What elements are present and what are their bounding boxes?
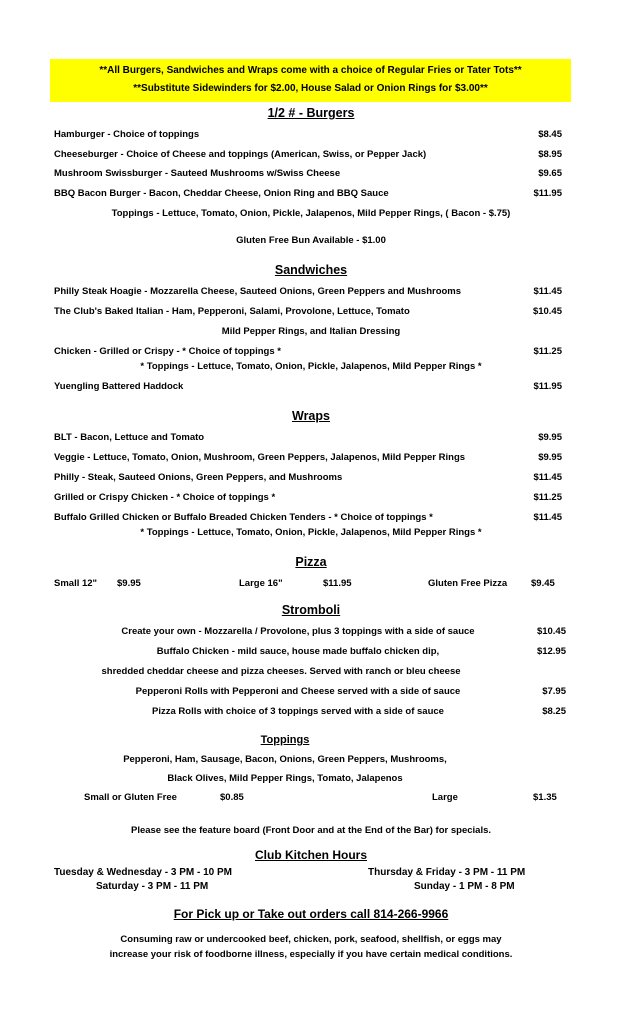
item-name: Hamburger - Choice of toppings bbox=[54, 129, 200, 140]
pizza-gluten-free-label: Gluten Free Pizza bbox=[428, 578, 508, 589]
item-price: $11.45 bbox=[533, 512, 562, 523]
item-price: $11.95 bbox=[533, 381, 562, 392]
item-name: Pepperoni Rolls with Pepperoni and Cheese served with a side of sauce bbox=[135, 686, 461, 697]
topping-small-price: $0.85 bbox=[220, 792, 244, 803]
wraps-heading: Wraps bbox=[292, 409, 330, 423]
item-name: Philly - Steak, Sauteed Onions, Green Peppers, and Mushrooms bbox=[54, 472, 343, 483]
stromboli-heading: Stromboli bbox=[281, 603, 341, 617]
topping-small-label: Small or Gluten Free bbox=[84, 792, 177, 803]
item-price: $11.45 bbox=[533, 286, 562, 297]
menu-item-philly-wrap bbox=[54, 472, 562, 486]
item-price: $11.25 bbox=[533, 346, 562, 357]
item-price: $7.95 bbox=[542, 686, 566, 697]
menu-item-veggie-wrap bbox=[54, 452, 562, 466]
menu-item-philly-steak-hoagie bbox=[54, 286, 562, 300]
baked-italian-continued: Mild Pepper Rings, and Italian Dressing bbox=[221, 326, 401, 337]
burger-toppings-note: Toppings - Lettuce, Tomato, Onion, Pickle, Jalapenos, Mild Pepper Rings, ( Bacon - $.75) bbox=[111, 208, 511, 219]
side-choice-banner bbox=[50, 59, 571, 102]
kitchen-hours-heading: Club Kitchen Hours bbox=[254, 848, 367, 862]
menu-item-baked-italian bbox=[54, 306, 562, 320]
item-name: Grilled or Crispy Chicken - * Choice of toppings * bbox=[54, 492, 276, 503]
item-price: $10.45 bbox=[536, 626, 566, 637]
topping-large-label: Large bbox=[432, 792, 458, 803]
banner-line-fries: **All Burgers, Sandwiches and Wraps come with a choice of Regular Fries or Tater Tots** bbox=[99, 65, 522, 76]
menu-item-mushroom-swissburger bbox=[54, 168, 562, 182]
menu-item-chicken-sandwich bbox=[54, 346, 562, 360]
burgers-heading: 1/2 # - Burgers bbox=[267, 106, 355, 120]
menu-item-pepperoni-rolls bbox=[100, 686, 566, 700]
menu-item-battered-haddock bbox=[54, 381, 562, 395]
sandwiches-heading: Sandwiches bbox=[274, 263, 348, 277]
item-price: $9.65 bbox=[538, 168, 562, 179]
buffalo-stromboli-continued: shredded cheddar cheese and pizza cheeses. Served with ranch or bleu cheese bbox=[101, 666, 461, 677]
item-price: $9.95 bbox=[538, 432, 562, 443]
feature-board-note: Please see the feature board (Front Door and at the End of the Bar) for specials. bbox=[130, 825, 492, 836]
pizza-small-price: $9.95 bbox=[117, 578, 141, 589]
menu-item-bbq-bacon-burger bbox=[54, 188, 562, 202]
item-price: $11.25 bbox=[533, 492, 562, 503]
item-price: $8.45 bbox=[538, 129, 562, 140]
foodborne-warning-line1: Consuming raw or undercooked beef, chicken, pork, seafood, shellfish, or eggs may bbox=[120, 934, 502, 945]
hours-sunday: Sunday - 1 PM - 8 PM bbox=[414, 881, 515, 892]
pizza-gluten-free-price: $9.45 bbox=[531, 578, 555, 589]
hours-saturday: Saturday - 3 PM - 11 PM bbox=[96, 881, 209, 892]
pizza-large-label: Large 16" bbox=[239, 578, 283, 589]
banner-line-substitute: **Substitute Sidewinders for $2.00, House Salad or Onion Rings for $3.00** bbox=[133, 83, 488, 94]
foodborne-warning-line2: increase your risk of foodborne illness, especially if you have certain medical conditions. bbox=[109, 949, 513, 960]
menu-item-chicken-wrap bbox=[54, 492, 562, 506]
menu-item-pizza-rolls bbox=[100, 706, 566, 720]
item-name: BLT - Bacon, Lettuce and Tomato bbox=[54, 432, 205, 443]
gluten-free-bun-note: Gluten Free Bun Available - $1.00 bbox=[236, 235, 386, 246]
hours-tue-wed: Tuesday & Wednesday - 3 PM - 10 PM bbox=[54, 867, 233, 878]
item-name: Yuengling Battered Haddock bbox=[54, 381, 184, 392]
menu-item-cheeseburger bbox=[54, 149, 562, 163]
item-name: The Club's Baked Italian - Ham, Pepperoni, Salami, Provolone, Lettuce, Tomato bbox=[54, 306, 410, 317]
pickup-phone-note: For Pick up or Take out orders call 814-266-9966 bbox=[173, 907, 449, 921]
item-price: $12.95 bbox=[536, 646, 566, 657]
menu-item-blt-wrap bbox=[54, 432, 562, 446]
item-name: Cheeseburger - Choice of Cheese and toppings (American, Swiss, or Pepper Jack) bbox=[54, 149, 427, 160]
menu-item-create-your-own-stromboli bbox=[100, 626, 566, 640]
item-name: BBQ Bacon Burger - Bacon, Cheddar Cheese, Onion Ring and BBQ Sauce bbox=[54, 188, 389, 199]
menu-item-buffalo-chicken-wrap bbox=[54, 512, 562, 526]
menu-item-buffalo-chicken-stromboli bbox=[100, 646, 566, 660]
item-price: $8.95 bbox=[538, 149, 562, 160]
item-name: Philly Steak Hoagie - Mozzarella Cheese, Sauteed Onions, Green Peppers and Mushrooms bbox=[54, 286, 462, 297]
toppings-heading: Toppings bbox=[260, 734, 310, 746]
pizza-large-price: $11.95 bbox=[323, 578, 352, 589]
wrap-toppings-note: * Toppings - Lettuce, Tomato, Onion, Pickle, Jalapenos, Mild Pepper Rings * bbox=[140, 527, 482, 538]
item-price: $8.25 bbox=[542, 706, 566, 717]
item-name: Create your own - Mozzarella / Provolone, plus 3 toppings with a side of sauce bbox=[121, 626, 475, 637]
item-name: Buffalo Chicken - mild sauce, house made buffalo chicken dip, bbox=[156, 646, 440, 657]
hours-thu-fri: Thursday & Friday - 3 PM - 11 PM bbox=[368, 867, 526, 878]
pizza-small-label: Small 12" bbox=[54, 578, 98, 589]
item-name: Chicken - Grilled or Crispy - * Choice of toppings * bbox=[54, 346, 281, 357]
topping-large-price: $1.35 bbox=[533, 792, 557, 803]
item-price: $11.95 bbox=[533, 188, 562, 199]
item-name: Veggie - Lettuce, Tomato, Onion, Mushroom, Green Peppers, Jalapenos, Mild Pepper Rings bbox=[54, 452, 466, 463]
item-name: Mushroom Swissburger - Sauteed Mushrooms w/Swiss Cheese bbox=[54, 168, 341, 179]
item-price: $9.95 bbox=[538, 452, 562, 463]
menu-item-hamburger bbox=[54, 129, 562, 143]
toppings-list-line2: Black Olives, Mild Pepper Rings, Tomato, Jalapenos bbox=[167, 773, 403, 784]
item-name: Pizza Rolls with choice of 3 toppings served with a side of sauce bbox=[152, 706, 444, 717]
item-name: Buffalo Grilled Chicken or Buffalo Breaded Chicken Tenders - * Choice of toppings * bbox=[54, 512, 433, 523]
toppings-list-line1: Pepperoni, Ham, Sausage, Bacon, Onions, Green Peppers, Mushrooms, bbox=[123, 754, 447, 765]
chicken-toppings-note: * Toppings - Lettuce, Tomato, Onion, Pickle, Jalapenos, Mild Pepper Rings * bbox=[140, 361, 482, 372]
item-price: $10.45 bbox=[532, 306, 562, 317]
item-price: $11.45 bbox=[533, 472, 562, 483]
pizza-heading: Pizza bbox=[295, 555, 327, 569]
